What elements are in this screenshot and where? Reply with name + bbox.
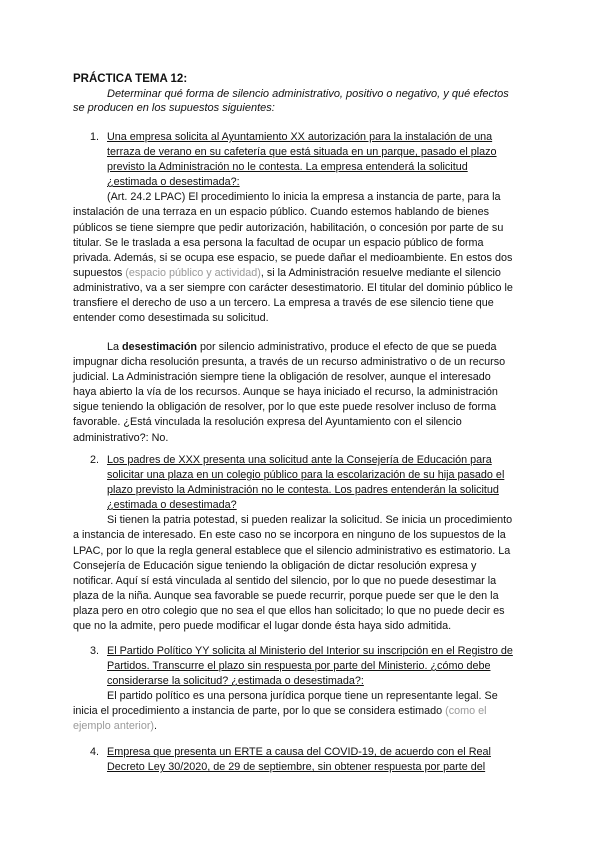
practice-title: PRÁCTICA TEMA 12: [73,73,188,85]
exercise-item-3 [73,644,517,735]
exercise-item-2 [73,453,517,634]
exercise-item-4 [73,745,517,775]
answer-text: El partido político es una persona jurídica porque tiene un representante legal. Se inicia el procedimiento a instancia de parte, por lo que se considera estimado [73,690,498,718]
exercise-item-1 [73,130,517,326]
item-number: 3. [90,645,100,657]
exercise-answer [73,513,517,634]
answer-text-cont: . [154,720,158,733]
answer-text-cont: por silencio administrativo, produce el efecto de que se pueda impugnar dicha resolución presunta, a través de un recurso administrativo o de un recurso judicial. La Administración siempre tiene la obligación de resolver, aunque el interesado haya abierto la vía de los recursos. Aunque se haya iniciado el recurso, la administración sigue teniendo la obligación de resolver, por lo que este puede resolver incluso de forma favorable. ¿Está vinculada la resolución expresa del Ayuntamiento con el silencio administrativo?: No. [73,341,506,444]
answer-text: Si tienen la patria potestad, si pueden realizar la solicitud. Se inicia un procedimiento a instancia de interesado. En este caso no se incorpora en ninguno de los supuestos de la LPAC, por lo que la regla general establece que el silencio administrativo es estimatorio. La Consejería de Educación sigue teniendo la obligación de dictar resolución expresa y notificar. Aquí sí está vinculada al sentido del silencio, por lo que no puede desestimar la plaza de la niña. Aunque sea favorable se puede recurrir, porque puede ser que le den la plaza pero en otro colegio que no sea el que ellos han solicitado; lo que no puede decir es que no la admite, pero puede modificar el lugar donde ésta haya sido admitida. [73,514,513,633]
answer-note: (como el ejemplo anterior) [73,705,487,733]
exercise-question: Una empresa solicita al Ayuntamiento XX autorización para la instalación de una terraza de verano en su cafetería que está situada en un parque, pasado el plazo previsto la Administración no le contesta. La empresa entenderá la solicitud ¿estimada o desestimada?: [107,131,497,189]
practice-instructions: Determinar qué forma de silencio administrativo, positivo o negativo, y qué efectos se producen en los supuestos siguientes: [73,88,509,114]
exercise-answer-paragraph [73,340,517,446]
answer-text: (Art. 24.2 LPAC) El procedimiento lo inicia la empresa a instancia de parte, para la instalación de una terraza en un espacio público. Cuando estemos hablando de bienes públicos se tiene siempre que pedir autorización, habilitación, o concesión por parte de su titular. Se le traslada a esa persona la facultad de ocupar un espacio público de forma privada. Además, si se ocupa ese espacio, se puede dañar el medioambiente. En estos dos supuestos [73,191,513,279]
answer-text-cont: , si la Administración resuelve mediante el silencio administrativo, va a ser siempre con carácter desestimatorio. El titular del dominio público le transfiere el derecho de uso a un tercero. La empresa a través de ese silencio tiene que entender como desestimada su solicitud. [73,266,513,325]
answer-note: (espacio público y actividad) [125,266,261,279]
exercise-answer [73,190,517,326]
item-number: 2. [90,454,100,466]
exercise-question: El Partido Político YY solicita al Ministerio del Interior su inscripción en el Registro de Partidos. Transcurre el plazo sin respuesta por parte del Ministerio. ¿cómo debe considerarse la solicitud? ¿estimada o desestimada?: [107,645,513,688]
exercise-question: Los padres de XXX presenta una solicitud ante la Consejería de Educación para solicitar una plaza en un colegio público para la escolarización de su hija pasado el plazo previsto la Administración no le contesta. Los padres entenderán la solicitud ¿estimada o desestimada? [107,454,505,512]
exercise-question: Empresa que presenta un ERTE a causa del COVID-19, de acuerdo con el Real Decreto Ley 30/2020, de 29 de septiembre, sin obtener respuesta por parte del [107,746,491,774]
exercise-answer [73,689,517,734]
answer-keyword: desestimación [122,341,198,353]
item-number: 1. [90,131,100,143]
item-number: 4. [90,746,100,758]
answer-text: La [107,341,123,353]
